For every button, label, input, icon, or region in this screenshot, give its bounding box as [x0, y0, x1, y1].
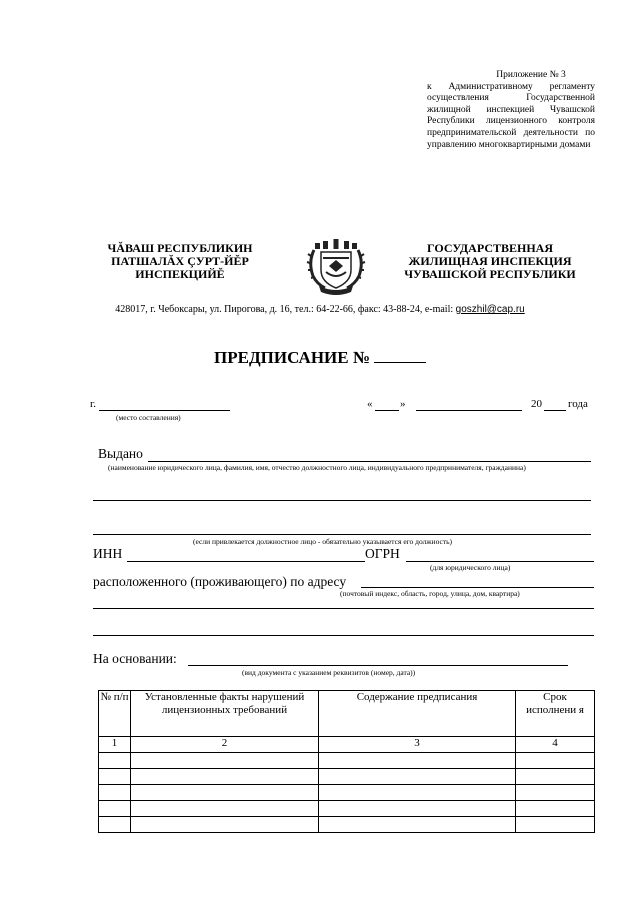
city-hint: (место составления) — [116, 413, 181, 422]
basis-hint: (вид документа с указанием реквизитов (номер, дата)) — [242, 668, 416, 677]
month-field[interactable] — [416, 410, 522, 411]
table-cell[interactable] — [319, 817, 516, 833]
day-open-quote: « — [367, 398, 373, 410]
table-cell[interactable] — [516, 753, 595, 769]
issued-label: Выдано — [98, 446, 143, 461]
ogrn-hint: (для юридического лица) — [430, 563, 511, 572]
table-cell[interactable] — [131, 753, 319, 769]
table-row[interactable] — [99, 785, 595, 801]
issued-hint: (наименование юридического лица, фамилия, имя, отчество должностного лица, индивидуального предпринимателя, гражданина) — [108, 463, 526, 472]
appendix-note — [427, 70, 595, 151]
inn-label: ИНН — [93, 546, 123, 561]
col-number-header: № п/п — [99, 691, 131, 737]
header-russian — [385, 242, 595, 281]
table-row[interactable] — [99, 817, 595, 833]
table-cell[interactable] — [319, 753, 516, 769]
col-deadline-header: Срок исполнени я — [516, 691, 595, 737]
col-content-header: Содержание предписания — [319, 691, 516, 737]
ogrn-label: ОГРН — [365, 546, 400, 561]
table-cell[interactable] — [516, 769, 595, 785]
location-hint: (почтовый индекс, область, город, улица, дом, квартира) — [340, 589, 520, 598]
table-row[interactable] — [99, 753, 595, 769]
table-cell[interactable] — [99, 753, 131, 769]
table-cell: 1 — [99, 737, 131, 753]
number-blank[interactable] — [374, 349, 426, 363]
document-title — [0, 348, 640, 368]
location-label: расположенного (проживающего) по адресу — [93, 574, 347, 589]
table-cell[interactable] — [131, 769, 319, 785]
issued-field-line-2[interactable] — [93, 500, 591, 501]
header-russian-line: ЧУВАШСКОЙ РЕСПУБЛИКИ — [404, 267, 576, 281]
day-field[interactable] — [375, 410, 399, 411]
table-cell: 4 — [516, 737, 595, 753]
city-prefix: г. — [90, 398, 97, 410]
table-header-row — [99, 691, 595, 737]
inn-field[interactable] — [127, 561, 365, 562]
table-cell[interactable] — [516, 817, 595, 833]
issued-field[interactable] — [148, 461, 591, 462]
issued-field-line-3[interactable] — [93, 534, 591, 535]
year-field[interactable] — [544, 410, 566, 411]
header-chuvash-line: ЧĂВАШ РЕСПУБЛИКИН — [107, 241, 253, 255]
title-text: ПРЕДПИСАНИЕ № — [214, 348, 370, 367]
location-field[interactable] — [361, 587, 594, 588]
header-russian-line: ЖИЛИЩНАЯ ИНСПЕКЦИЯ — [408, 254, 572, 268]
ogrn-field[interactable] — [406, 561, 594, 562]
table-number-row — [99, 737, 595, 753]
header-chuvash-line: ИНСПЕКЦИЙĔ — [135, 267, 225, 281]
official-hint: (если привлекается должностное лицо - обязательно указывается его должность) — [193, 537, 453, 546]
basis-label: На основании: — [93, 651, 177, 666]
header-chuvash-line: ПАТШАЛĂХ ÇУРТ-ЙĔР — [111, 254, 249, 268]
table-cell[interactable] — [99, 817, 131, 833]
table-cell[interactable] — [516, 785, 595, 801]
table-cell[interactable] — [131, 801, 319, 817]
email-link[interactable]: goszhil@cap.ru — [455, 304, 525, 315]
table-cell[interactable] — [131, 817, 319, 833]
year-prefix: 20 — [531, 398, 542, 410]
address-text: 428017, г. Чебоксары, ул. Пирогова, д. 16, тел.: 64-22-66, факс: 43-88-24, e-mail: — [115, 304, 456, 315]
prescription-table — [98, 690, 595, 833]
table-cell[interactable] — [99, 769, 131, 785]
appendix-number: Приложение № 3 — [496, 70, 566, 80]
chuvash-emblem-icon — [305, 236, 367, 298]
table-row[interactable] — [99, 769, 595, 785]
table-cell[interactable] — [319, 785, 516, 801]
city-field[interactable] — [99, 410, 230, 411]
table-cell[interactable] — [319, 801, 516, 817]
table-cell[interactable] — [131, 785, 319, 801]
header-russian-line: ГОСУДАРСТВЕННАЯ — [427, 241, 553, 255]
basis-field[interactable] — [188, 665, 568, 666]
header-chuvash — [100, 242, 260, 281]
table-cell: 3 — [319, 737, 516, 753]
location-field-line-3[interactable] — [93, 635, 594, 636]
year-suffix: года — [568, 398, 588, 410]
appendix-body: к Административному регламенту осуществления Государственной жилищной инспекцией Чувашской Республики лицензионного контроля предпринимательской деятельности по управлению многоквартирными домами — [427, 81, 595, 150]
table-cell[interactable] — [319, 769, 516, 785]
address-line — [0, 304, 640, 315]
col-violations-header: Установленные факты нарушений лицензионных требований — [131, 691, 319, 737]
table-cell[interactable] — [516, 801, 595, 817]
location-field-line-2[interactable] — [93, 608, 594, 609]
table-row[interactable] — [99, 801, 595, 817]
table-cell[interactable] — [99, 801, 131, 817]
table-cell: 2 — [131, 737, 319, 753]
day-close-quote: » — [400, 398, 406, 410]
table-cell[interactable] — [99, 785, 131, 801]
